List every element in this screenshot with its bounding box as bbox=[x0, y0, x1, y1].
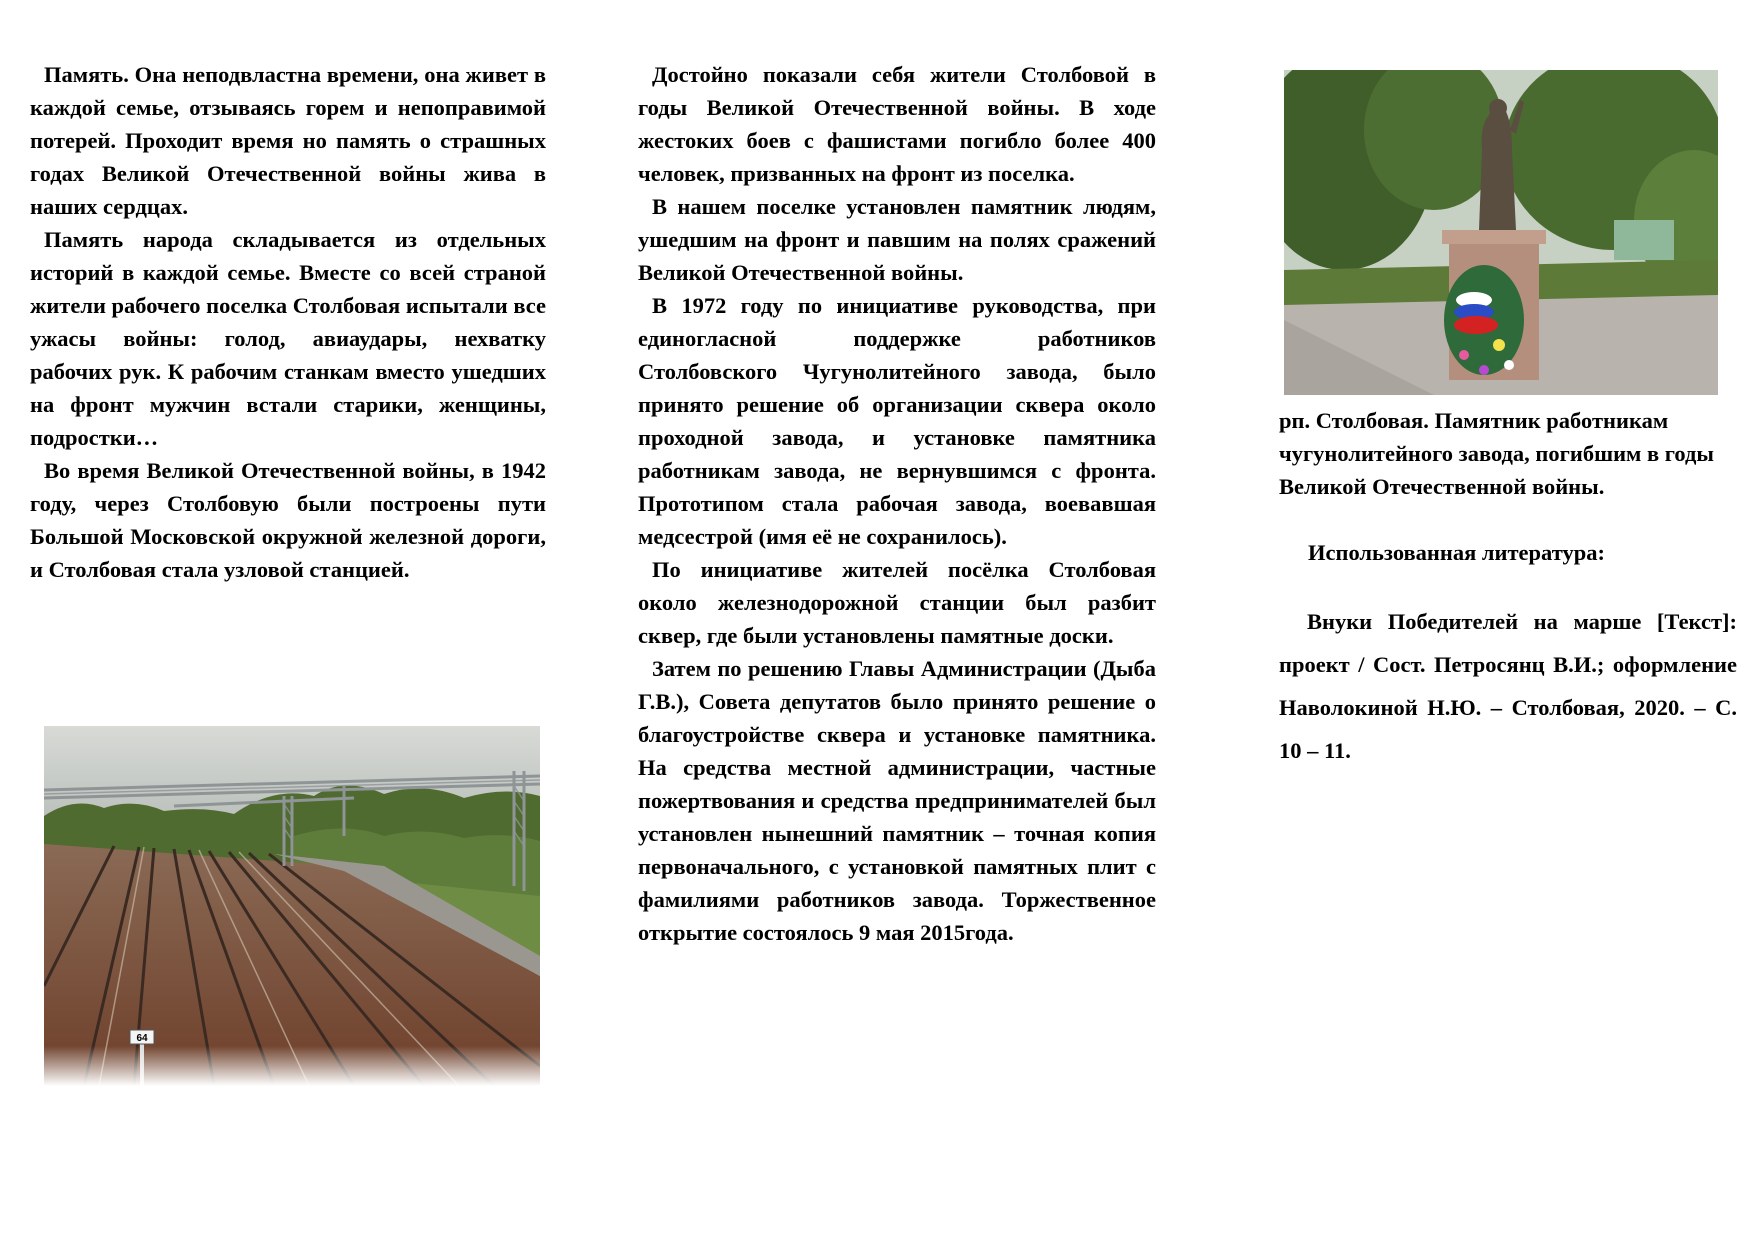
col1-paragraph-2: Память народа складывается из отдельных историй в каждой семье. Вместе со всей страной жители рабочего поселка Столбовая испытали все ужасы войны: голод, авиаудары, нехватку рабочих рук. К рабочим станкам вместо ушедших на фронт мужчин встали старики, женщины, подростки… bbox=[30, 227, 546, 450]
railway-photo bbox=[44, 726, 540, 1086]
monument-photo bbox=[1284, 70, 1718, 395]
col2-paragraph-1: Достойно показали себя жители Столбовой в годы Великой Отечественной войны. В ходе жестоких боев с фашистами погибло более 400 человек, призванных на фронт из поселка. bbox=[638, 62, 1156, 186]
col2-paragraph-2: В нашем поселке установлен памятник людям, ушедшим на фронт и павшим на полях сражений Великой Отечественной войны. bbox=[638, 194, 1156, 285]
column-1 bbox=[30, 58, 546, 586]
col2-paragraph-4: По инициативе жителей посёлка Столбовая около железнодорожной станции был разбит сквер, где были установлены памятные доски. bbox=[638, 557, 1156, 648]
col1-paragraph-1: Память. Она неподвластна времени, она живет в каждой семье, отзываясь горем и непоправимой потерей. Проходит время но память о страшных годах Великой Отечественной войны жива в наших сердцах. bbox=[30, 62, 546, 219]
column-2 bbox=[638, 58, 1156, 949]
col1-paragraph-3: Во время Великой Отечественной войны, в 1942 году, через Столбовую были построены пути Большой Московской окружной железной дороги, и Столбовая стала узловой станцией. bbox=[30, 458, 546, 582]
railway-sign-number: 64 bbox=[136, 1033, 148, 1044]
literature-reference: Внуки Победителей на марше [Текст]: проект / Сост. Петросянц В.И.; оформление Наволокиной Н.Ю. – Столбовая, 2020. – С. 10 – 11. bbox=[1279, 609, 1737, 763]
col2-paragraph-3: В 1972 году по инициативе руководства, при единогласной поддержке работников Столбовского Чугунолитейного завода, было принято решение об организации сквера около проходной завода, и установке памятника работникам завода, не вернувшимся с фронта. Прототипом стала рабочая завода, воевавшая медсестрой (имя её не сохранилось). bbox=[638, 293, 1156, 549]
col2-paragraph-5: Затем по решению Главы Администрации (Дыба Г.В.), Совета депутатов было принято решение о благоустройстве сквера и установке памятника. На средства местной администрации, частные пожертвования и средства предпринимателей был установлен нынешний памятник – точная копия первоначального, с установкой памятных плит с фамилиями работников завода. Торжественное открытие состоялось 9 мая 2015года. bbox=[638, 656, 1156, 945]
literature-heading: Использованная литература: bbox=[1308, 540, 1605, 565]
photo-fade bbox=[44, 1046, 540, 1086]
photo-caption: рп. Столбовая. Памятник работникам чугунолитейного завода, погибшим в годы Великой Отечественной войны. bbox=[1279, 408, 1714, 499]
